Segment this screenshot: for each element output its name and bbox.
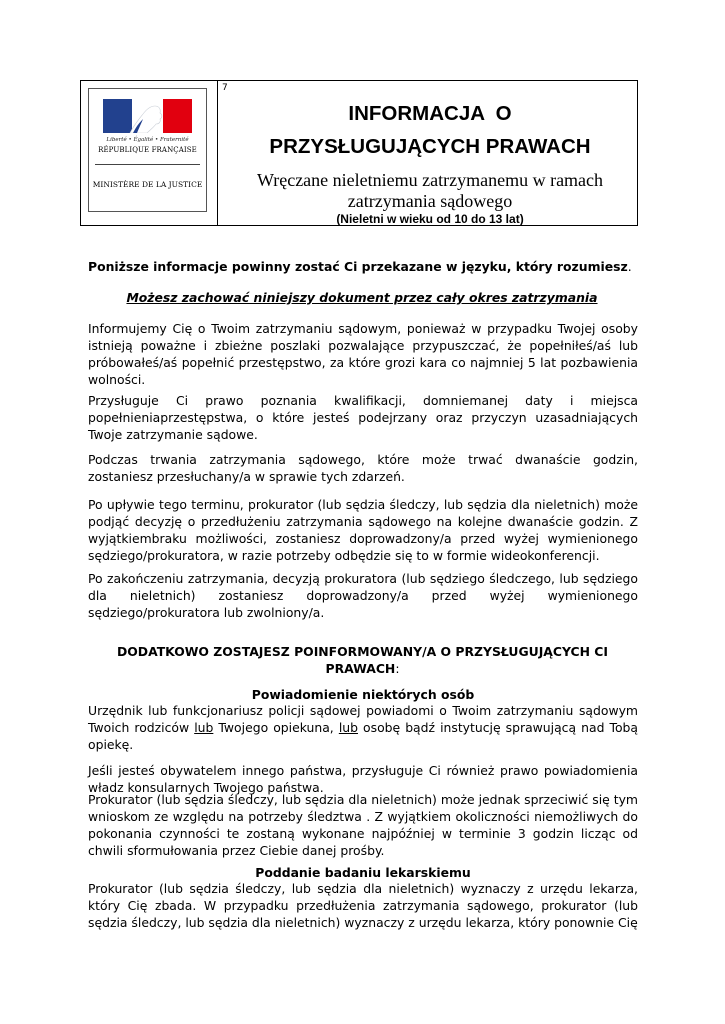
charges-info-line-1: Przysługuje Ci prawo poznania kwalifikacji, domniemanej daty i miejsca	[88, 393, 638, 408]
notify-p1-part2: Twojego opiekuna,	[213, 720, 339, 735]
release-paragraph	[88, 570, 638, 621]
page-subtitle	[221, 170, 639, 212]
marianne-flag-icon	[103, 99, 192, 133]
release-line-3: sędziego/prokuratora lub zwolniony/a.	[88, 605, 325, 620]
notify-p1-part1: Urzędnik lub funkcjonariusz policji sądowej powiadomi o Twoim zatrzymaniu sądowym Twoich rodziców	[88, 703, 638, 735]
notify-or-1: lub	[194, 720, 214, 735]
language-note-end: .	[627, 259, 632, 274]
rights-heading-end: :	[395, 661, 400, 676]
header-box	[80, 80, 638, 226]
charges-info-paragraph	[88, 392, 638, 443]
notify-paragraph-2: Jeśli jesteś obywatelem innego państwa, przysługuje Ci również prawo powiadomienia władz konsularnych Twojego państwa.	[88, 763, 638, 795]
title-line-2: PRZYSŁUGUJĄCYCH PRAWACH	[269, 135, 591, 158]
page-number: 7	[222, 83, 228, 93]
logo-cell	[81, 81, 218, 225]
release-line-2: dla nieletnich) zostaniesz doprowadzony/a przed wyżej wymienionego	[88, 588, 638, 603]
notify-paragraph-1	[88, 702, 638, 753]
logo-republic: RÉPUBLIQUE FRANÇAISE	[98, 146, 197, 154]
notify-p1-part3: osobę bądź instytucję sprawującą nad Tobą opiekę.	[88, 720, 639, 752]
language-note	[88, 258, 638, 275]
page-title	[221, 97, 639, 163]
rights-heading	[100, 643, 625, 677]
subtitle-line-2: zatrzymania sądowego	[347, 191, 513, 211]
age-note: (Nieletni w wieku od 10 do 13 lat)	[336, 212, 524, 226]
notify-or-2: lub	[338, 720, 358, 735]
keep-document-note: Możesz zachować niniejszy dokument przez cały okres zatrzymania	[126, 290, 598, 305]
notify-paragraph-3: Prokurator (lub sędzia śledczy, lub sędzia dla nieletnich) może jednak sprzeciwić się tym wnioskom ze względu na potrzeby śledztwa . Z wyjątkiem okoliczności niemożliwych do pokonania czynności te zostaną wykonane najpóźniej w terminie 3 godzin licząc od chwili sformułowania przez Ciebie danej prośby.	[88, 792, 638, 858]
release-line-1: Po zakończeniu zatrzymania, decyzją prokuratora (lub sędziego śledczego, lub sędziego	[88, 571, 638, 586]
subtitle-line-1: Wręczane nieletniemu zatrzymanemu w ramach	[256, 170, 604, 190]
flag-red-band	[163, 99, 192, 133]
extension-paragraph: Po upływie tego terminu, prokurator (lub sędzia śledczy, lub sędzia dla nieletnich) może podjąć decyzję o przedłużeniu zatrzymania sądowego na kolejne dwanaście godzin. Z wyjątkiembraku możliwości, zostaniesz doprowadzony/a przed wyżej wymienionego sędziego/prokuratora, w razie potrzeby odbędzie się to w formie wideokonferencji.	[88, 497, 638, 563]
language-note-text: Poniższe informacje powinny zostać Ci przekazane w języku, który rozumiesz	[88, 259, 628, 274]
arrest-reason-paragraph: Informujemy Cię o Twoim zatrzymaniu sądowym, ponieważ w przypadku Twojej osoby istnieją poważne i zbieżne poszlaki pozwalające przypuszczać, że popełniłeś/aś lub próbowałeś/aś popełnić przestępstwo, za które grozi kara co najmniej 5 lat pozbawienia wolności.	[88, 321, 638, 387]
ministry-logo	[88, 88, 207, 212]
charges-info-rest: popełnieniaprzestępstwa, o które jesteś podejrzany oraz przyczyn uzasadniających Twoje zatrzymanie sądowe.	[88, 410, 638, 442]
medical-heading: Poddanie badaniu lekarskiemu	[255, 865, 471, 880]
interrogation-paragraph: Podczas trwania zatrzymania sądowego, które może trwać dwanaście godzin, zostaniesz przesłuchany/a w sprawie tych zdarzeń.	[88, 452, 638, 484]
logo-ministry: MINISTÈRE DE LA JUSTICE	[92, 180, 203, 189]
medical-paragraph-1: Prokurator (lub sędzia śledczy, lub sędzia dla nieletnich) wyznaczy z urzędu lekarza, który Cię zbada. W przypadku przedłużenia zatrzymania sądowego, prokurator (lub sędzia śledczy, lub sędzia dla nieletnich) wyznaczy z urzędu lekarza, który ponownie Cię	[88, 881, 638, 930]
logo-divider	[95, 164, 200, 165]
notify-heading: Powiadomienie niektórych osób	[251, 687, 475, 702]
rights-heading-text: DODATKOWO ZOSTAJESZ POINFORMOWANY/A O PRZYSŁUGUJĄCYCH CI PRAWACH	[116, 644, 609, 676]
flag-blue-band	[103, 99, 132, 133]
logo-motto: Liberté • Égalité • Fraternité	[106, 137, 189, 143]
title-line-1: INFORMACJA O	[348, 102, 512, 125]
